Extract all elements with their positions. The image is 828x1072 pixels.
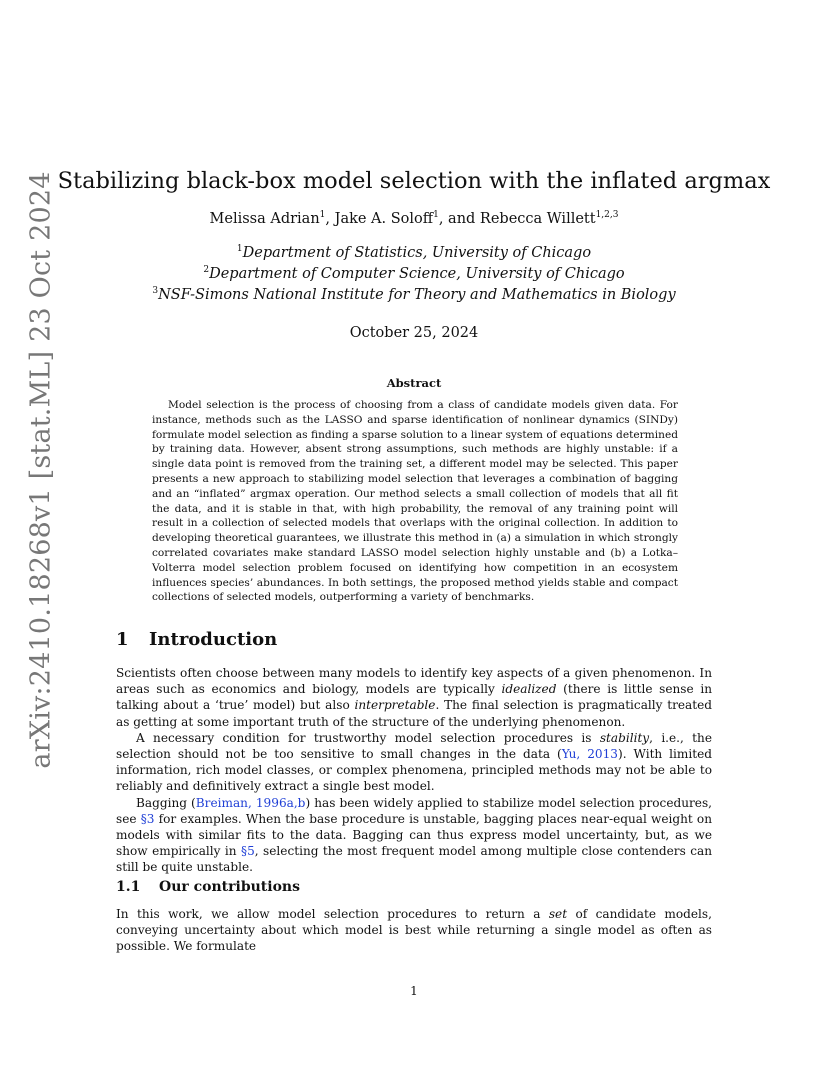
author-affil-mark: 1 [433, 210, 439, 221]
text-run: In this work, we allow model selection procedures to return a [116, 907, 549, 921]
text-run: , selecting the most frequent model among multiple close contenders can still be quite unstable. [116, 844, 712, 875]
affiliation-list [0, 243, 828, 306]
text-run: A necessary condition for trustworthy model selection procedures is [136, 730, 600, 745]
subsection-title: Our contributions [159, 879, 300, 895]
section-reference-link[interactable]: §3 [140, 811, 155, 826]
author-separator: , and [438, 211, 480, 227]
abstract-heading: Abstract [386, 376, 442, 390]
emphasis: stability [599, 730, 650, 745]
affiliation-text: Department of Statistics, University of Chicago [242, 245, 592, 261]
author-separator: , [325, 211, 335, 227]
introduction-body [116, 665, 712, 876]
text-run: for examples. When the base procedure is unstable, bagging places near-equal weight on models with similar fits to the data. Bagging can thus express model uncertainty, but, as we show empirically in [116, 811, 712, 859]
page-number: 1 [410, 984, 418, 998]
citation-link[interactable]: Breiman, 1996a,b [195, 795, 306, 810]
author-name: Rebecca Willett [479, 211, 596, 227]
author-affil-mark: 1,2,3 [595, 210, 619, 221]
author-name: Jake A. Soloff [334, 211, 434, 227]
section-title: Introduction [149, 629, 278, 650]
section-number: 1 [116, 629, 129, 650]
affiliation-line [0, 264, 828, 285]
paragraph [116, 795, 712, 876]
paragraph [116, 665, 712, 730]
text-run: of candidate models, conveying uncertainty about which model is best while returning a single model as often as possible. We formulate [116, 907, 712, 954]
affiliation-mark: 1 [236, 244, 243, 255]
affiliation-line [0, 285, 828, 306]
text-run: . The final selection is pragmatically treated as getting at some important truth of the structure of the underlying phenomenon. [116, 698, 712, 729]
text-run: , i.e., the selection should not be too sensitive to small changes in the data ( [116, 730, 712, 762]
abstract-body [152, 398, 678, 605]
section-reference-link[interactable]: §5 [241, 844, 255, 859]
paper-date: October 25, 2024 [349, 325, 479, 341]
affiliation-line [0, 243, 828, 264]
affiliation-mark: 2 [203, 265, 210, 276]
emphasis: idealized [501, 682, 557, 697]
author-list [0, 211, 828, 227]
paragraph [116, 730, 712, 795]
arxiv-stamp-text: arXiv:2410.18268v1 [stat.ML] 23 Oct 2024 [25, 171, 57, 769]
abstract-paragraph: Model selection is the process of choosing from a class of candidate models given data. For instance, methods such as the LASSO and sparse identification of nonlinear dynamics (SINDy) formulate model selection as finding a sparse solution to a linear system of equations determined by training data. However, absent strong assumptions, such methods are highly unstable: if a single data point is removed from the training set, a different model may be selected. This paper presents a new approach to stabilizing model selection that leverages a combination of bagging and an “inflated” argmax operation. Our method selects a small collection of models that all fit the data, and it is stable in that, with high probability, the removal of any training point will result in a collection of selected models that overlaps with the original collection. In addition to developing theoretical guarantees, we illustrate this method in (a) a simulation in which strongly correlated covariates make standard LASSO model selection highly unstable and (b) a Lotka–Volterra model selection problem focused on identifying how competition in an ecosystem influences species’ abundances. In both settings, the proposed method yields stable and compact collections of selected models, outperforming a variety of benchmarks. [152, 399, 678, 604]
text-run: Scientists often choose between many models to identify key aspects of a given phenomenon. In areas such as economics and biology, models are typically [116, 666, 712, 697]
author-name: Melissa Adrian [209, 211, 320, 227]
contributions-body [116, 906, 712, 955]
citation-link[interactable]: Yu, 2013 [561, 747, 618, 762]
text-run: ) has been widely applied to stabilize model selection procedures, see [116, 795, 712, 826]
emphasis: interpretable [354, 698, 436, 713]
emphasis: set [548, 907, 568, 921]
affiliation-text: Department of Computer Science, University of Chicago [209, 266, 625, 282]
text-run: ). With limited information, rich model classes, or complex phenomena, principled methods may not be able to reliably and definitively extract a single best model. [116, 747, 712, 794]
paragraph [116, 906, 712, 955]
affiliation-text: NSF-Simons National Institute for Theory and Mathematics in Biology [158, 287, 676, 303]
author-affil-mark: 1 [319, 210, 326, 221]
subsection-number: 1.1 [116, 879, 141, 895]
text-run: (there is little sense in talking about a ‘true’ model) but also [116, 682, 712, 713]
paper-title: Stabilizing black-box model selection with the inflated argmax [57, 168, 771, 194]
section-heading-introduction [116, 629, 277, 650]
subsection-heading-contributions [116, 879, 300, 895]
text-run: Bagging ( [136, 795, 196, 810]
affiliation-mark: 3 [152, 286, 159, 297]
